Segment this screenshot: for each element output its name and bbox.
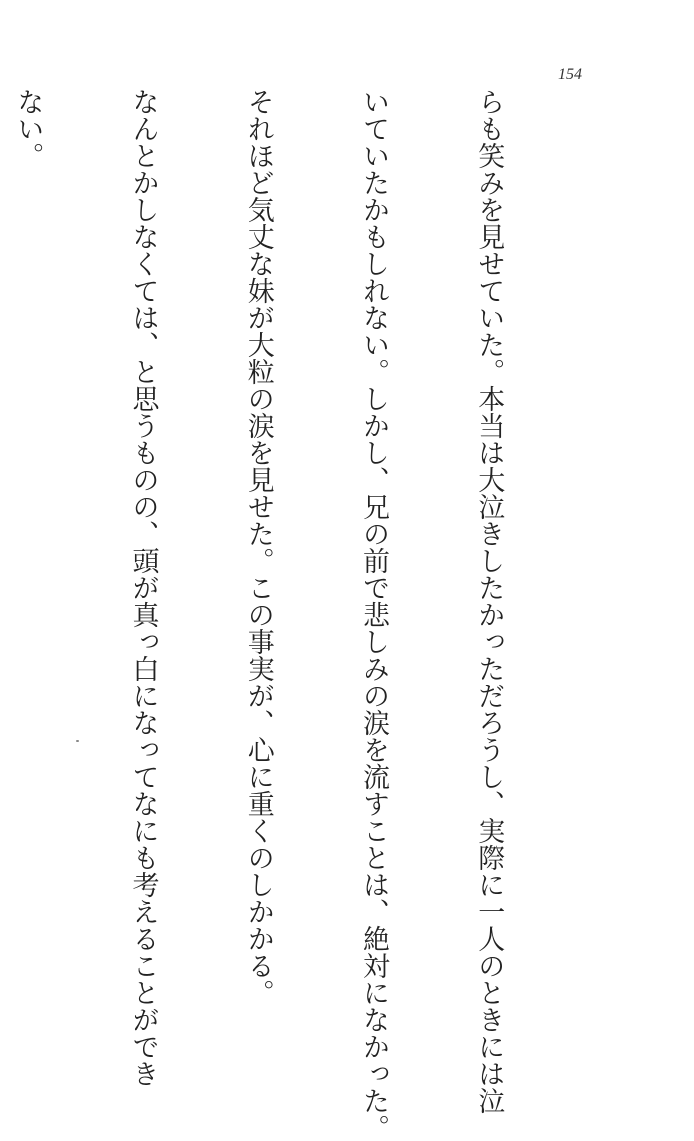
text-line-2: いていたかもしれない。しかし、兄の前で悲しみの涙を流すことは、絶対になかった。 [357,88,389,1141]
scan-speck [76,740,79,742]
page-number: 154 [558,66,582,83]
text-line-1: らも笑みを見せていた。本当は大泣きしたかっただろうし、実際に一人のときには泣 [473,88,505,1114]
text-line-3: それほど気丈な妹が大粒の涙を見せた。この事実が、心に重くのしかかる。 [242,88,274,1006]
text-line-4: なんとかしなくては、と思うものの、頭が真っ白になってなにも考えることができ [127,88,159,1087]
vertical-text-body [0,88,584,1141]
text-line-5: ない。 [12,88,44,169]
